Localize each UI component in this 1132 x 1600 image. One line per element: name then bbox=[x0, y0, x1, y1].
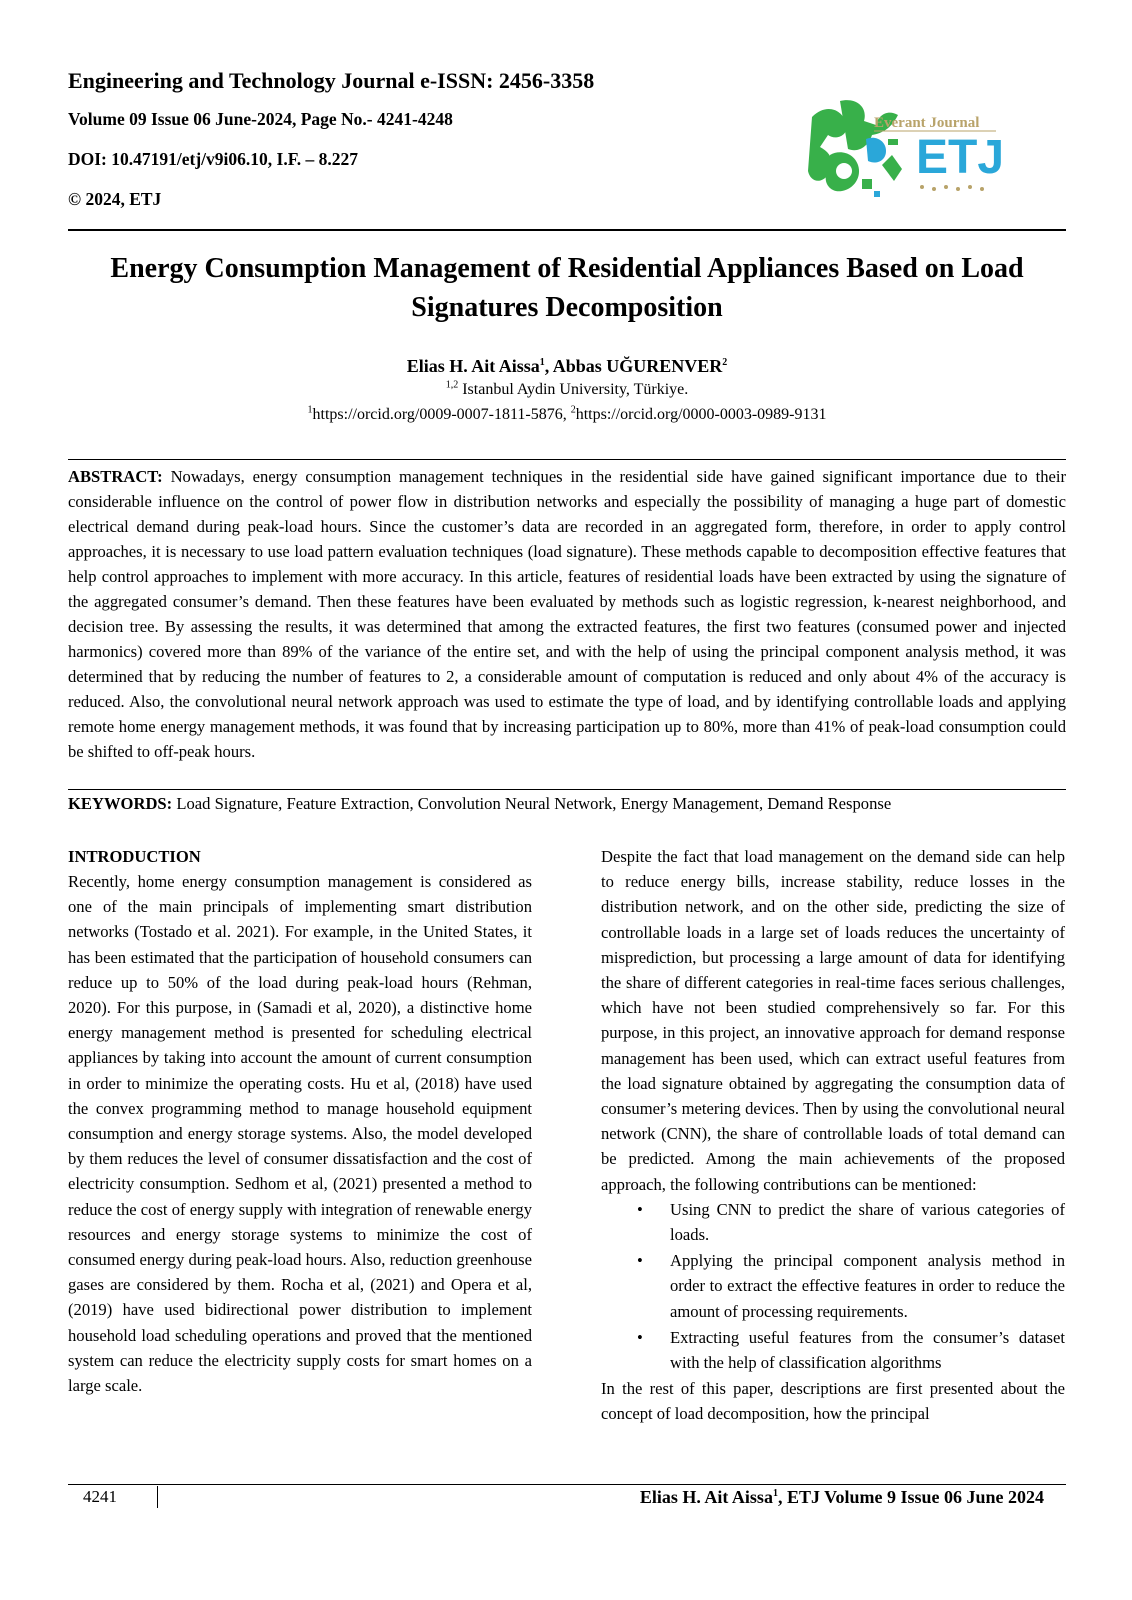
doi-info: DOI: 10.47191/etj/v9i06.10, I.F. – 8.227 bbox=[68, 149, 359, 169]
copyright: © 2024, ETJ bbox=[68, 189, 162, 209]
affiliation bbox=[68, 379, 1066, 401]
author-line bbox=[68, 354, 1066, 378]
list-item bbox=[601, 1248, 1065, 1324]
author-2-sup: 2 bbox=[722, 357, 728, 368]
logo-decor-marks bbox=[920, 185, 984, 191]
right-paragraph: Despite the fact that load management on the demand side can help to reduce energy bills, increase stability, reduce losses in the distribution network, and on the other side, predicting the size of controllable loads in a large set of loads reduces the uncertainty of misprediction, but processing a large amount of data for identifying the share of different categories in real-time faces serious challenges, which have not been studied comprehensively so far. For this purpose, in this project, an innovative approach for demand response management has been used, which can extract useful features from the load signature obtained by aggregating the consumption data of consumer’s metering devices. Then by using the convolutional neural network (CNN), the share of controllable loads of total demand can be predicted. Among the main achievements of the proposed approach, the following contributions can be mentioned: bbox=[601, 847, 1065, 1194]
orcid-line bbox=[68, 404, 1066, 426]
author-sep: , bbox=[544, 356, 553, 376]
abstract-bottom-rule bbox=[68, 789, 1066, 790]
right-column bbox=[601, 844, 1065, 1427]
affiliation-sup: 1,2 bbox=[445, 379, 459, 391]
keywords bbox=[68, 792, 1066, 816]
bullet-icon: • bbox=[637, 1327, 643, 1347]
page-number: 4241 bbox=[83, 1487, 117, 1506]
contribution-text: Applying the principal component analysis method in order to extract the effective features in order to reduce the amount of processing requirements. bbox=[670, 1251, 1065, 1321]
closing-paragraph: In the rest of this paper, descriptions are first presented about the concept of load decomposition, how the principal bbox=[601, 1379, 1065, 1424]
contribution-text: Extracting useful features from the consumer’s dataset with the help of classification algorithms bbox=[670, 1327, 1065, 1373]
contribution-text: Using CNN to predict the share of various categories of loads. bbox=[670, 1199, 1065, 1245]
list-item bbox=[601, 1325, 1065, 1375]
contributions-list bbox=[601, 1197, 1065, 1375]
orcid-1-sup: 1 bbox=[307, 404, 313, 416]
introduction-heading: INTRODUCTION bbox=[68, 847, 201, 866]
author-1-sup: 1 bbox=[539, 357, 545, 368]
author-2: Abbas UĞURENVER bbox=[552, 356, 723, 376]
abstract-text: Nowadays, energy consumption management techniques in the residential side have gained significant importance due to their considerable influence on the control of power flow in distribution networks and especially the possibility of managing a huge part of domestic electrical demand during peak-load hours. Since the customer’s data are recorded in an aggregated form, therefore, in order to apply control approaches, it is necessary to use load pattern evaluation techniques (load signature). These methods capable to decomposition effective features that help control approaches to implement with more accuracy. In this article, features of residential loads have been extracted by using the signature of the aggregated consumer’s demand. Then these features have been evaluated by methods such as logistic regression, k-nearest neighborhood, and decision tree. By assessing the results, it was determined that among the extracted features, the first two features (consumed power and injected harmonics) covered more than 89% of the variance of the entire set, and with the help of using the principal component analysis method, it was determined that by reducing the number of features to 2, a considerable amount of computation is reduced and only about 4% of the accuracy is reduced. Also, the convolutional neural network approach was used to estimate the type of load, and by identifying controllable loads and applying remote home energy management methods, it was found that by increasing participation up to 80%, more than 41% of peak-load consumption could be shifted to off-peak hours. bbox=[68, 467, 1066, 761]
journal-name: Engineering and Technology Journal e-ISSN: 2456-3358 bbox=[68, 68, 595, 93]
bullet-icon: • bbox=[637, 1251, 643, 1271]
footer-citation-text: , ETJ Volume 9 Issue 06 June 2024 bbox=[777, 1487, 1044, 1507]
author-1: Elias H. Ait Aissa bbox=[406, 356, 540, 376]
header-rule bbox=[68, 229, 1066, 231]
list-item bbox=[601, 1197, 1065, 1247]
logo-main-text: ETJ bbox=[916, 131, 1005, 184]
left-column bbox=[68, 844, 532, 1398]
paper-title: Energy Consumption Management of Residential Appliances Based on Load Signatures Decomposition bbox=[110, 253, 1024, 323]
footer-separator bbox=[157, 1486, 158, 1508]
logo-top-text: Everant Journal bbox=[874, 115, 980, 131]
keywords-text: Load Signature, Feature Extraction, Convolution Neural Network, Energy Management, Demand Response bbox=[172, 794, 892, 813]
volume-info: Volume 09 Issue 06 June-2024, Page No.- 4241-4248 bbox=[68, 109, 453, 129]
abstract bbox=[68, 464, 1066, 764]
footer-author: Elias H. Ait Aissa bbox=[639, 1487, 773, 1507]
abstract-top-rule bbox=[68, 459, 1066, 460]
keywords-label: KEYWORDS: bbox=[68, 794, 173, 813]
journal-header bbox=[68, 66, 594, 210]
orcid-link-1[interactable]: https://orcid.org/0009-0007-1811-5876, bbox=[312, 406, 571, 423]
etj-logo bbox=[806, 95, 1020, 207]
orcid-2-sup: 2 bbox=[570, 404, 576, 416]
abstract-label: ABSTRACT: bbox=[68, 467, 163, 486]
bullet-icon: • bbox=[637, 1199, 643, 1219]
introduction-paragraph: Recently, home energy consumption management is considered as one of the main principals of implementing smart distribution networks (Tostado et al. 2021). For example, in the United States, it has been estimated that the participation of household consumers can reduce up to 50% of the load during peak-load hours (Rehman, 2020). For this purpose, in (Samadi et al, 2020), a distinctive home energy management method is presented for scheduling electrical appliances by taking into account the amount of current consumption in order to minimize the operating costs. Hu et al, (2018) have used the convex programming method to manage household equipment consumption and energy storage systems. Also, the model developed by them reduces the level of consumer dissatisfaction and the cost of electricity consumption. Sedhom et al, (2021) presented a method to reduce the cost of energy supply with integration of renewable energy resources and energy storage systems to minimize the cost of consumed energy during peak-load hours. Also, reduction greenhouse gases are considered by them. Rocha et al, (2021) and Opera et al, (2019) have used bidirectional power distribution to implement household load scheduling operations and proved that the mentioned system can reduce the electricity supply costs for smart homes on a large scale. bbox=[68, 872, 532, 1396]
orcid-link-2[interactable]: https://orcid.org/0000-0003-0989-9131 bbox=[575, 406, 827, 423]
footer-citation bbox=[640, 1485, 1044, 1509]
footer-author-sup: 1 bbox=[772, 1488, 778, 1499]
affiliation-text: Istanbul Aydin University, Türkiye. bbox=[458, 381, 689, 398]
